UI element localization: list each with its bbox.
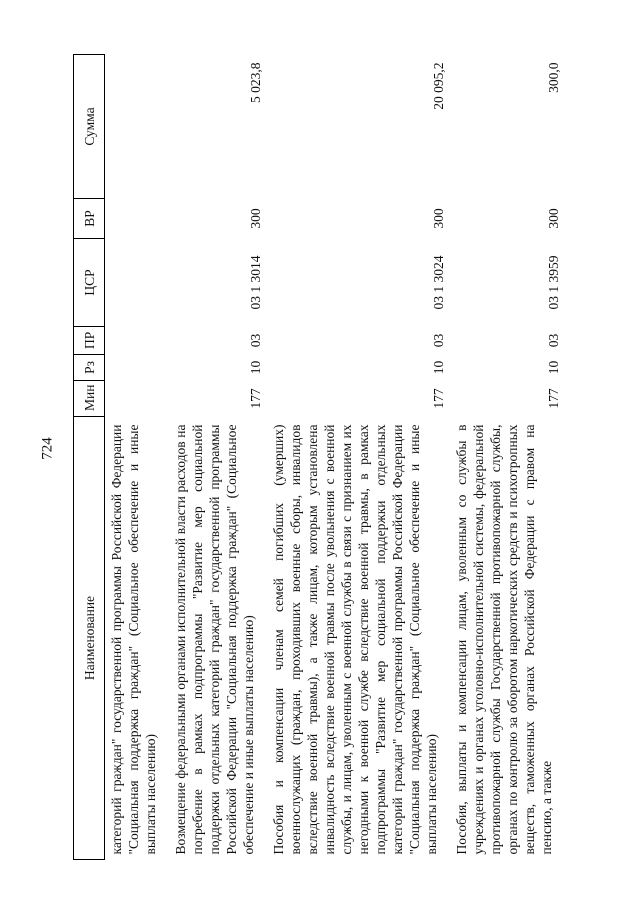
row-min: 177 [546,388,561,409]
table-row [105,55,170,860]
row-sum: 5 023,8 [248,62,263,103]
row-csr: 03 1 3024 [431,255,446,310]
page-number: 724 [39,437,56,460]
row-vr: 300 [248,208,263,229]
budget-table [73,54,565,860]
table-row [450,55,565,860]
row-csr [105,239,170,327]
row-vr: 300 [431,208,446,229]
header-pr: ПР [74,327,105,355]
row-min: 177 [248,388,263,409]
row-pr: 03 [248,333,263,348]
row-vr [105,199,170,239]
row-pr: 03 [546,333,561,348]
row-min [105,381,170,417]
row-rz: 10 [248,360,263,375]
header-csr: ЦСР [74,239,105,327]
row-sum: 300,0 [546,62,561,93]
row-min: 177 [431,388,446,409]
row-rz: 10 [546,360,561,375]
row-rz: 10 [431,360,446,375]
table-header-row [74,55,105,860]
header-sum: Сумма [74,55,105,199]
table-row [169,55,267,860]
row-pr: 03 [431,333,446,348]
header-rz: Рз [74,355,105,381]
row-vr: 300 [546,208,561,229]
row-pr [105,327,170,355]
header-name: Наименование [74,417,105,860]
row-csr: 03 1 3014 [248,255,263,310]
table-row [267,55,450,860]
row-csr: 03 1 3959 [546,255,561,310]
row-name: категорий граждан" государственной программы Российской Федерации "Социальная поддержка граждан" (Социальное обеспечение и иные выплаты населению) [109,424,158,855]
rotated-page-content [73,55,621,860]
row-sum: 20 095,2 [431,62,446,110]
row-name: Возмещение федеральными органами исполнительной власти расходов на погребение в рамках подпрограммы "Развитие мер социальной поддержки отдельных категорий граждан" государственной программы Российской Федерации "Социальная поддержка граждан" (Социальное обеспечение и иные выплаты населению) [173,424,256,855]
header-vr: ВР [74,199,105,239]
row-name: Пособия и компенсации членам семей погибших (умерших) военнослужащих (граждан, проходивших военные сборы, инвалидов вследствие военной травмы), а также лицам, которым установлена инвалидность вследствие военной травмы после увольнения с военной службы, и лицам, уволенным с военной службы в связи с признанием их негодными к военной службе вследствие военной травмы, в рамках подпрограммы "Развитие мер социальной поддержки отдельных категорий граждан" государственной программы Российской Федерации "Социальная поддержка граждан" (Социальное обеспечение и иные выплаты населению) [271,424,439,855]
row-name: Пособия, выплаты и компенсации лицам, уволенным со службы в учреждениях и органах уголовно-исполнительной системы, федеральной противопожарной службы Государственной противопожарной службы, органах по контролю за оборотом наркотических средств и психотропных веществ, таможенных органах Российской Федерации с правом на пенсию, а также [454,424,554,855]
row-rz [105,355,170,381]
header-min: Мин [74,381,105,417]
row-sum [105,55,170,199]
